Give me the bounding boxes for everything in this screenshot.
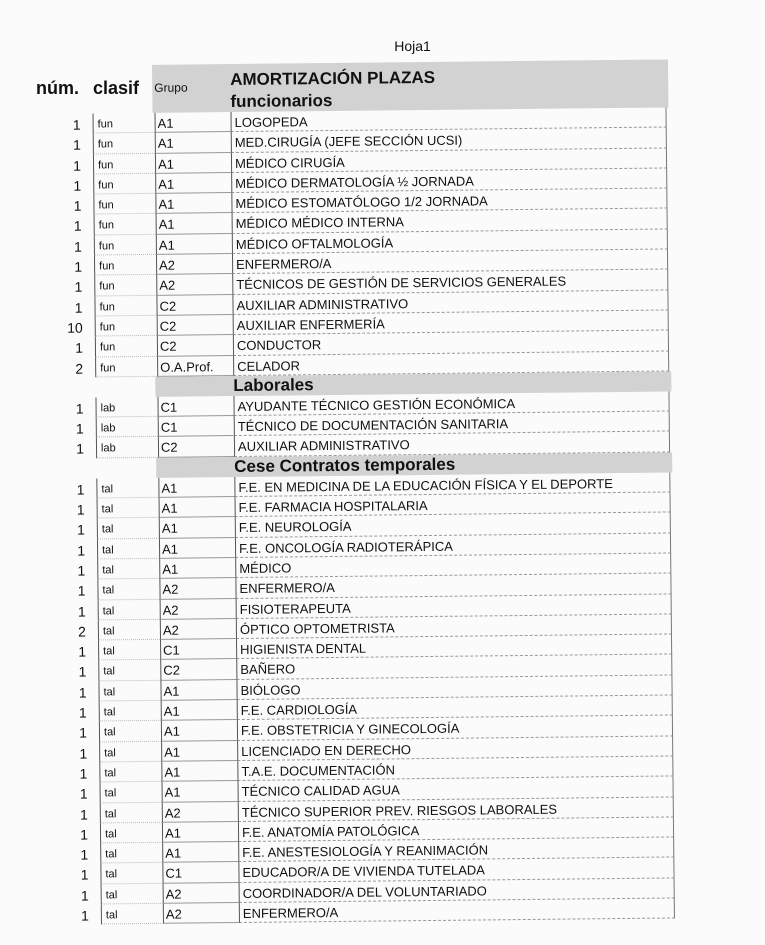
cell-description: TÉCNICO DE DOCUMENTACIÓN SANITARIA: [234, 412, 670, 437]
cell-num: 1: [77, 542, 86, 559]
cell-clasif: tal: [101, 904, 163, 925]
cell-grupo: A1: [155, 193, 231, 214]
cell-num: 1: [73, 218, 82, 235]
cell-clasif: fun: [94, 275, 156, 296]
cell-clasif: tal: [100, 863, 162, 884]
cell-description: ENFERMERO/A: [239, 898, 675, 923]
cell-clasif: tal: [99, 701, 161, 722]
cell-num: 1: [81, 907, 89, 924]
cell-grupo: A2: [160, 619, 236, 640]
cell-description: F.E. CARDIOLOGÍA: [237, 695, 673, 720]
cell-grupo: A2: [156, 254, 232, 275]
cell-clasif: tal: [99, 741, 161, 762]
cell-clasif: fun: [95, 316, 157, 337]
cell-clasif: fun: [94, 214, 156, 235]
cell-clasif: tal: [98, 660, 160, 681]
cell-clasif: lab: [96, 437, 158, 458]
cell-description: MÉDICO CIRUGÍA: [231, 148, 667, 173]
cell-num: 1: [76, 481, 85, 498]
cell-clasif: fun: [94, 296, 156, 317]
cell-num: 1: [80, 846, 89, 863]
cell-description: MÉDICO OFTALMOLOGÍA: [232, 229, 668, 254]
cell-num: 1: [76, 441, 85, 458]
cell-grupo: A2: [159, 578, 235, 599]
cell-grupo: C2: [156, 295, 232, 316]
cell-clasif: fun: [93, 133, 155, 154]
cell-clasif: tal: [97, 518, 159, 539]
cell-description: AUXILIAR ENFERMERÍA: [233, 310, 669, 335]
cell-grupo: C2: [157, 315, 233, 336]
cell-clasif: tal: [100, 782, 162, 803]
cell-clasif: tal: [100, 802, 162, 823]
cell-num: 1: [75, 339, 84, 356]
cell-description: CELADOR: [233, 351, 669, 376]
cell-grupo: A1: [161, 720, 237, 741]
cell-description: F.E. EN MEDICINA DE LA EDUCACIÓN FÍSICA Y EL DEPORTE: [234, 472, 670, 497]
cell-description: T.A.E. DOCUMENTACIÓN: [237, 756, 673, 781]
cell-description: F.E. ANESTESIOLOGÍA Y REANIMACIÓN: [238, 838, 674, 863]
cell-description: CONDUCTOR: [233, 331, 669, 356]
cell-num: 1: [79, 765, 88, 782]
header-grupo: Grupo: [154, 80, 188, 95]
cell-grupo: O.A.Prof.: [157, 356, 233, 377]
cell-description: F.E. OBSTETRICIA Y GINECOLOGÍA: [237, 716, 673, 741]
cell-num: 1: [79, 806, 88, 823]
cell-grupo: A1: [156, 214, 232, 235]
header-clasif: clasif: [93, 78, 140, 98]
cell-description: MÉDICO DERMATOLOGÍA ½ JORNADA: [231, 168, 667, 193]
cell-clasif: tal: [98, 620, 160, 641]
cell-grupo: A1: [159, 558, 235, 579]
cell-num: 1: [79, 724, 88, 741]
cell-grupo: C1: [160, 639, 236, 660]
cell-num: 1: [79, 745, 88, 762]
cell-grupo: A1: [162, 781, 238, 802]
cell-num: 1: [72, 136, 81, 153]
cell-description: MÉDICO ESTOMATÓLOGO 1/2 JORNADA: [231, 189, 667, 214]
section-title: funcionarios: [230, 90, 333, 112]
cell-description: ENFERMERO/A: [232, 250, 668, 275]
cell-num: 1: [73, 197, 82, 214]
cell-description: F.E. FARMACIA HOSPITALARIA: [235, 493, 671, 518]
cell-grupo: C1: [157, 396, 233, 417]
cell-grupo: C1: [162, 862, 238, 883]
cell-clasif: tal: [98, 681, 160, 702]
cell-description: F.E. ONCOLOGÍA RADIOTERÁPICA: [235, 533, 671, 558]
cell-grupo: A1: [162, 822, 238, 843]
cell-grupo: A2: [163, 903, 239, 924]
cell-clasif: tal: [98, 599, 160, 620]
cell-description: ÓPTICO OPTOMETRISTA: [236, 614, 672, 639]
cell-grupo: A1: [162, 842, 238, 863]
cell-description: HIGIENISTA DENTAL: [236, 635, 672, 660]
cell-grupo: A1: [161, 761, 237, 782]
cell-grupo: A1: [161, 700, 237, 721]
cell-num: 2: [78, 623, 87, 640]
cell-num: 1: [76, 521, 85, 539]
cell-grupo: A2: [156, 274, 232, 295]
page-title: Hoja1: [394, 38, 431, 54]
section-title: Cese Contratos temporales: [234, 454, 456, 476]
cell-grupo: C2: [157, 335, 233, 356]
cell-grupo: A1: [161, 741, 237, 762]
cell-description: TÉCNICOS DE GESTIÓN DE SERVICIOS GENERALES: [232, 270, 668, 295]
cell-clasif: tal: [96, 478, 158, 499]
cell-num: 1: [80, 826, 89, 843]
cell-clasif: tal: [100, 823, 162, 844]
cell-clasif: fun: [93, 113, 155, 134]
cell-grupo: A1: [159, 497, 235, 518]
cell-clasif: fun: [95, 356, 157, 377]
cell-grupo: A1: [160, 680, 236, 701]
cell-grupo: A1: [159, 517, 235, 538]
cell-clasif: tal: [99, 721, 161, 742]
cell-grupo: A2: [162, 802, 238, 823]
cell-num: 1: [80, 866, 89, 884]
cell-clasif: fun: [94, 255, 156, 276]
cell-grupo: A1: [154, 112, 230, 133]
main-title: AMORTIZACIÓN PLAZAS: [230, 67, 436, 90]
cell-grupo: C1: [158, 416, 234, 437]
cell-num: 1: [79, 785, 88, 802]
section-title: Laborales: [233, 375, 314, 395]
cell-description: MÉDICO: [235, 553, 671, 578]
cell-num: 1: [78, 664, 87, 681]
cell-clasif: tal: [97, 559, 159, 580]
cell-grupo: A1: [155, 132, 231, 153]
cell-description: EDUCADOR/A DE VIVIENDA TUTELADA: [238, 858, 674, 883]
cell-description: F.E. NEUROLOGÍA: [235, 513, 671, 538]
cell-num: 1: [77, 603, 86, 620]
cell-description: FISIOTERAPEUTA: [236, 594, 672, 619]
cell-description: LOGOPEDA: [230, 107, 666, 132]
plazas-table: [44, 66, 664, 925]
cell-num: 10: [67, 319, 83, 336]
cell-clasif: tal: [98, 640, 160, 661]
cell-description: TÉCNICO SUPERIOR PREV. RIESGOS LABORALES: [238, 797, 674, 822]
cell-num: 1: [72, 116, 81, 133]
cell-clasif: tal: [97, 579, 159, 600]
cell-grupo: A1: [155, 173, 231, 194]
cell-clasif: fun: [93, 194, 155, 215]
section-header: [44, 60, 664, 114]
cell-num: 1: [74, 299, 83, 316]
cell-num: 1: [74, 258, 83, 275]
cell-description: MED.CIRUGÍA (JEFE SECCIÓN UCSI): [231, 128, 667, 153]
cell-clasif: fun: [95, 336, 157, 357]
cell-num: 1: [73, 157, 82, 174]
cell-num: 1: [75, 420, 84, 437]
cell-grupo: A1: [159, 538, 235, 559]
cell-num: 1: [74, 238, 82, 255]
cell-grupo: A1: [155, 153, 231, 174]
cell-clasif: tal: [100, 843, 162, 864]
cell-description: AYUDANTE TÉCNICO GESTIÓN ECONÓMICA: [233, 391, 669, 416]
cell-grupo: A2: [160, 599, 236, 620]
cell-description: AUXILIAR ADMINISTRATIVO: [234, 432, 670, 457]
cell-description: ENFERMERO/A: [235, 574, 671, 599]
cell-num: 1: [80, 887, 89, 904]
cell-clasif: lab: [95, 397, 157, 418]
cell-description: BIÓLOGO: [236, 675, 672, 700]
plazas-table-body: [44, 60, 673, 926]
cell-description: MÉDICO MÉDICO INTERNA: [232, 209, 668, 234]
cell-clasif: tal: [99, 762, 161, 783]
cell-num: 1: [77, 562, 86, 579]
cell-num: 1: [74, 278, 83, 296]
cell-clasif: fun: [94, 235, 156, 256]
cell-description: AUXILIAR ADMINISTRATIVO: [232, 290, 668, 315]
cell-clasif: tal: [101, 883, 163, 904]
cell-grupo: A1: [158, 477, 234, 498]
cell-clasif: lab: [96, 417, 158, 438]
cell-clasif: tal: [97, 538, 159, 559]
cell-clasif: tal: [97, 498, 159, 519]
header-num: núm.: [36, 78, 79, 98]
cell-description: F.E. ANATOMÍA PATOLÓGICA: [238, 817, 674, 842]
cell-grupo: A1: [156, 234, 232, 255]
cell-grupo: C2: [160, 659, 236, 680]
cell-num: 1: [77, 582, 86, 599]
cell-clasif: fun: [93, 174, 155, 195]
cell-grupo: C2: [158, 436, 234, 457]
cell-num: 2: [75, 360, 84, 377]
cell-num: 1: [78, 643, 87, 660]
cell-description: BAÑERO: [236, 655, 672, 680]
cell-description: LICENCIADO EN DERECHO: [237, 736, 673, 761]
cell-num: 1: [78, 704, 87, 721]
cell-clasif: fun: [93, 153, 155, 174]
cell-grupo: A2: [163, 883, 239, 904]
cell-description: COORDINADOR/A DEL VOLUNTARIADO: [239, 878, 675, 903]
cell-num: 1: [76, 501, 85, 518]
cell-description: TÉCNICO CALIDAD AGUA: [238, 777, 674, 802]
cell-num: 1: [75, 400, 84, 417]
cell-num: 1: [73, 177, 82, 194]
cell-num: 1: [78, 684, 87, 701]
